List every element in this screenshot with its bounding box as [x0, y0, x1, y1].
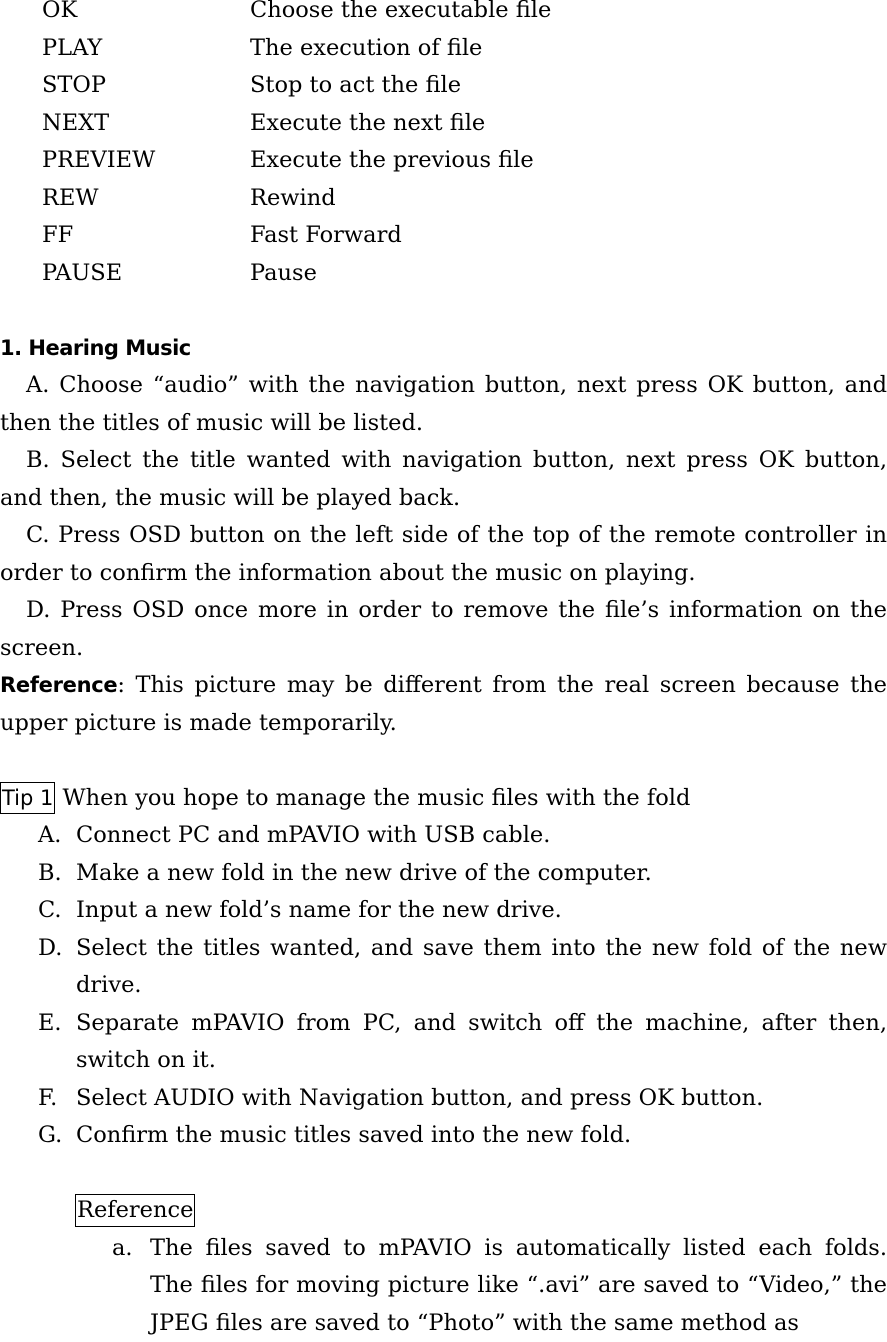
tip-title: When you hope to manage the music files with the fold — [55, 785, 690, 811]
table-row — [0, 255, 887, 293]
key-name: REW — [0, 180, 250, 218]
table-row — [0, 142, 887, 180]
key-description: The execution of file — [250, 30, 887, 68]
step-letter: E. — [0, 1005, 76, 1080]
key-description: Execute the next file — [250, 105, 887, 143]
note-letter: a. — [0, 1230, 150, 1342]
step-letter: F. — [0, 1080, 76, 1118]
list-item — [0, 1080, 887, 1118]
list-item — [0, 855, 887, 893]
step-text: Separate mPAVIO from PC, and switch off the machine, after then, switch on it. — [76, 1005, 887, 1080]
table-row — [0, 105, 887, 143]
key-name: PREVIEW — [0, 142, 250, 180]
key-name: OK — [0, 0, 250, 30]
table-row — [0, 30, 887, 68]
table-row — [0, 0, 887, 30]
table-row — [0, 180, 887, 218]
step-text: Input a new fold’s name for the new drive. — [76, 892, 887, 930]
instruction-paragraph: C. Press OSD button on the left side of the top of the remote controller in order to confirm the information about the music on playing. — [0, 517, 887, 592]
key-name: FF — [0, 217, 250, 255]
reference-box-label: Reference — [75, 1194, 195, 1227]
key-description: Pause — [250, 255, 887, 293]
key-description: Choose the executable file — [250, 0, 887, 30]
spacer — [0, 292, 887, 330]
table-row — [0, 67, 887, 105]
key-name: PAUSE — [0, 255, 250, 293]
key-name: STOP — [0, 67, 250, 105]
step-letter: A. — [0, 817, 76, 855]
spacer — [0, 742, 887, 780]
step-letter: G. — [0, 1117, 76, 1155]
reference-note — [0, 667, 887, 742]
button-function-table — [0, 0, 887, 292]
step-text: Connect PC and mPAVIO with USB cable. — [76, 817, 887, 855]
section-heading: 1. Hearing Music — [0, 330, 887, 368]
key-name: NEXT — [0, 105, 250, 143]
reference-label: Reference — [0, 673, 117, 697]
step-text: Select AUDIO with Navigation button, and press OK button. — [76, 1080, 887, 1118]
tip-label: Tip 1 — [0, 782, 55, 814]
key-description: Rewind — [250, 180, 887, 218]
list-item — [0, 1005, 887, 1080]
list-item — [0, 1117, 887, 1155]
step-letter: B. — [0, 855, 76, 893]
tip-steps-list — [0, 817, 887, 1155]
key-name: PLAY — [0, 30, 250, 68]
note-text: The files saved to mPAVIO is automatically listed each folds. The files for moving picture like “.avi” are saved to “Video,” the JPEG files are saved to “Photo” with the same method as — [150, 1230, 887, 1342]
list-item — [0, 1230, 887, 1342]
step-text: Confirm the music titles saved into the new fold. — [76, 1117, 887, 1155]
tip-header — [0, 780, 887, 818]
list-item — [0, 817, 887, 855]
key-description: Execute the previous file — [250, 142, 887, 180]
step-text: Select the titles wanted, and save them into the new fold of the new drive. — [76, 930, 887, 1005]
reference-text: : This picture may be different from the real screen because the upper picture is made temporarily. — [0, 672, 887, 736]
spacer — [0, 1155, 887, 1193]
list-item — [0, 892, 887, 930]
instruction-paragraph: D. Press OSD once more in order to remove the file’s information on the screen. — [0, 592, 887, 667]
instruction-paragraph: B. Select the title wanted with navigation button, next press OK button, and then, the music will be played back. — [0, 442, 887, 517]
table-row — [0, 217, 887, 255]
step-letter: C. — [0, 892, 76, 930]
reference-box-header — [0, 1192, 887, 1230]
instruction-paragraph: A. Choose “audio” with the navigation button, next press OK button, and then the titles of music will be listed. — [0, 367, 887, 442]
step-text: Make a new fold in the new drive of the computer. — [76, 855, 887, 893]
step-letter: D. — [0, 930, 76, 1005]
list-item — [0, 930, 887, 1005]
key-description: Fast Forward — [250, 217, 887, 255]
key-description: Stop to act the file — [250, 67, 887, 105]
